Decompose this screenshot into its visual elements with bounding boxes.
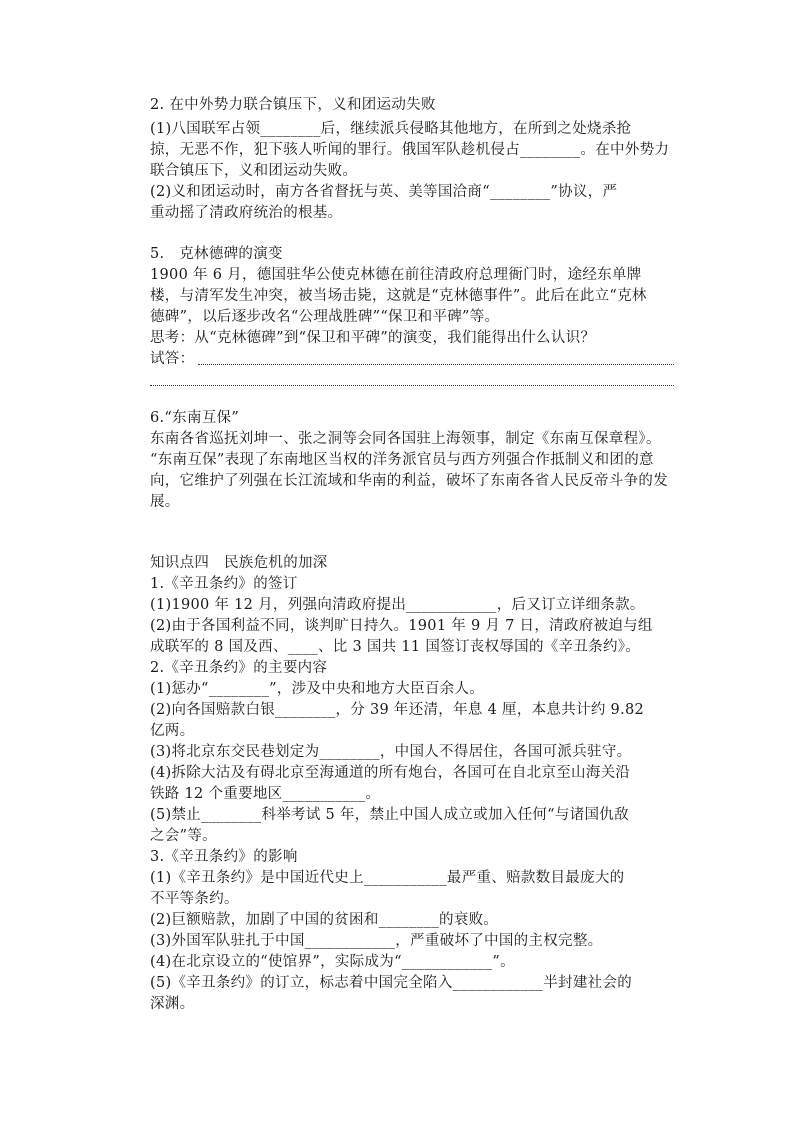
paragraph-line: (2)向各国赔款白银________，分 39 年还清，年息 4 厘，本息共计约 9.82 — [150, 702, 645, 718]
paragraph-line: 之会”等。 — [150, 828, 217, 844]
paragraph-line: 深渊。 — [150, 996, 195, 1012]
answer-label: 试答： — [150, 351, 195, 367]
subsection-title: 1.《辛丑条约》的签订 — [150, 576, 298, 592]
paragraph-line: (1)八国联军占领________后，继续派兵侵略其他地方，在所到之处烧杀抢 — [150, 121, 632, 137]
subsection-title: 2.《辛丑条约》的主要内容 — [150, 660, 328, 676]
paragraph-line: 掠，无恶不作，犯下骇人听闻的罪行。俄国军队趁机侵占________。在中外势力 — [150, 142, 670, 158]
paragraph-line: 成联军的 8 国及西、____、比 3 国共 11 国签订丧权辱国的《辛丑条约》。 — [150, 639, 641, 655]
paragraph-line: (5)禁止________科举考试 5 年，禁止中国人成立或加入任何“与诸国仇敌 — [150, 807, 629, 823]
paragraph-line: (5)《辛丑条约》的订立，标志着中国完全陷入____________半封建社会的 — [150, 975, 633, 991]
question-line: 思考：从“克林德碑”到“保卫和平碑”的演变，我们能得出什么认识？ — [150, 330, 596, 346]
paragraph-line: 东南各省巡抚刘坤一、张之洞等会同各国驻上海领事，制定《东南互保章程》。 — [150, 431, 661, 447]
paragraph-line: (4)拆除大沽及有碍北京至海通道的所有炮台，各国可在自北京至山海关沿 — [150, 765, 631, 781]
answer-dotted-line[interactable] — [198, 364, 674, 365]
answer-dotted-line[interactable] — [150, 385, 674, 386]
paragraph-line: 联合镇压下，义和团运动失败。 — [150, 163, 358, 179]
subsection-title: 3.《辛丑条约》的影响 — [150, 849, 298, 865]
paragraph-line: 向，它维护了列强在长江流域和华南的利益，破坏了东南各省人民反帝斗争的发 — [150, 473, 668, 489]
paragraph-line: “东南互保”表现了东南地区当权的洋务派官员与西方列强合作抵制义和团的意 — [150, 452, 654, 468]
paragraph-line: (3)外国军队驻扎于中国____________，严重破坏了中国的主权完整。 — [150, 933, 603, 949]
paragraph-line: 铁路 12 个重要地区___________。 — [150, 786, 381, 802]
section-6-title: 6.“东南互保” — [150, 410, 240, 426]
section-5-title: 5. 克林德碑的演变 — [150, 246, 283, 262]
paragraph-line: (1)1900 年 12 月，列强向清政府提出____________，后又订立详细条款。 — [150, 597, 645, 613]
section-2-title: 2. 在中外势力联合镇压下，义和团运动失败 — [150, 97, 436, 113]
paragraph-line: 1900 年 6 月，德国驻华公使克林德在前往清政府总理衙门时，途经东单牌 — [150, 267, 642, 283]
paragraph-line: (3)将北京东交民巷划定为________，中国人不得居住，各国可派兵驻守。 — [150, 744, 632, 760]
paragraph-line: (2)由于各国利益不同，谈判旷日持久。1901 年 9 月 7 日，清政府被迫与组 — [150, 618, 653, 634]
paragraph-line: 亿两。 — [150, 723, 195, 739]
paragraph-line: (2)巨额赔款，加剧了中国的贫困和________的衰败。 — [150, 912, 499, 928]
paragraph-line: (1)惩办“________”，涉及中央和地方大臣百余人。 — [150, 681, 485, 697]
paragraph-line: 楼，与清军发生冲突，被当场击毙，这就是“克林德事件”。此后在此立“克林 — [150, 288, 647, 304]
paragraph-line: 不平等条约。 — [150, 891, 239, 907]
paragraph-line: 重动摇了清政府统治的根基。 — [150, 205, 343, 221]
paragraph-line: 德碑”，以后逐步改名“公理战胜碑”“保卫和平碑”等。 — [150, 309, 500, 325]
knowledge-point-title: 知识点四 民族危机的加深 — [150, 555, 328, 571]
paragraph-line: 展。 — [150, 494, 180, 510]
paragraph-line: (4)在北京设立的“使馆界”，实际成为“____________”。 — [150, 954, 515, 970]
paragraph-line: (2)义和团运动时，南方各省督抚与英、美等国洽商“________”协议，严 — [150, 184, 618, 200]
paragraph-line: (1)《辛丑条约》是中国近代史上___________最严重、赔款数目最庞大的 — [150, 870, 625, 886]
